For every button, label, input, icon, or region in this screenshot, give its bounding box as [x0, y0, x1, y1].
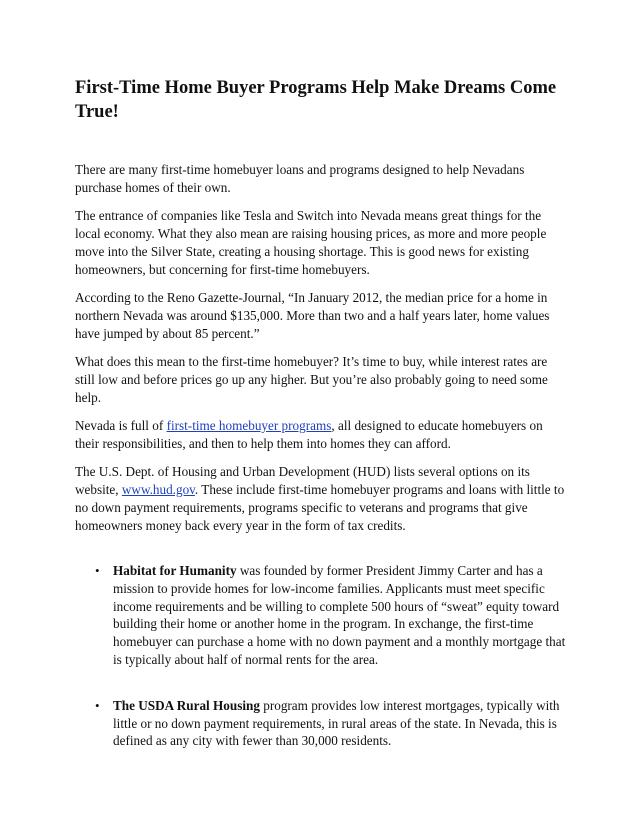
homebuyer-programs-link[interactable]: first-time homebuyer programs [166, 418, 332, 433]
paragraph-hud-after: . These include first-time homebuyer programs and loans with little to no down payment requirements, programs specific to veterans and programs that give homeowners money back every year in the form of tax credits. [75, 482, 565, 533]
hud-website-link[interactable]: www.hud.gov [121, 482, 195, 497]
list-item-habitat-title: Habitat for Humanity [113, 563, 237, 578]
bullet-icon: • [95, 563, 100, 578]
list-item-usda-text: program provides low interest mortgages, typically with little or no down payment requirements, in rural areas of the state. In Nevada, this is defined as any city with fewer than 30,000 residents. [113, 697, 560, 749]
list-item-habitat [75, 562, 567, 669]
paragraph-intro: There are many first-time homebuyer loans and programs designed to help Nevadans purchase homes of their own. [75, 162, 525, 195]
list-item-usda-title: The USDA Rural Housing [113, 697, 260, 713]
list-item-usda [75, 697, 567, 750]
paragraph-quote: According to the Reno Gazette-Journal, “In January 2012, the median price for a home in northern Nevada was around $135,000. More than two and a half years later, home values have jumped by about 85 percent.” [75, 290, 550, 341]
paragraph-hud-before: The U.S. Dept. of Housing and Urban Development (HUD) lists several options on its website, [75, 464, 530, 497]
paragraph-hud [75, 463, 567, 535]
list-item-habitat-text: was founded by former President Jimmy Carter and has a mission to provide homes for low-income families. Applicants must meet specific income requirements and be willing to complete 500 hours of “sweat” equity toward building their home or another home in the program. In exchange, the first-time homebuyer can purchase a home with no down payment and a monthly mortgage that is typically about half of normal rents for the area. [113, 563, 566, 667]
paragraph-programs [75, 417, 567, 453]
bullet-icon: • [95, 697, 100, 713]
document-page [75, 76, 567, 778]
paragraph-advice: What does this mean to the first-time homebuyer? It’s time to buy, while interest rates are still low and before prices go up any higher. But you’re also probably going to need some help. [75, 354, 548, 405]
program-list [75, 562, 567, 750]
paragraph-economy: The entrance of companies like Tesla and Switch into Nevada means great things for the local economy. What they also mean are raising housing prices, as more and more people move into the Silver State, creating a housing shortage. This is good news for existing homeowners, but concerning for first-time homebuyers. [75, 208, 547, 277]
article-title: First-Time Home Buyer Programs Help Make Dreams Come True! [75, 78, 557, 122]
article-body [75, 161, 567, 535]
paragraph-programs-after: , all designed to educate homebuyers on their responsibilities, and then to help them into homes they can afford. [75, 418, 543, 451]
paragraph-programs-before: Nevada is full of [75, 418, 167, 433]
